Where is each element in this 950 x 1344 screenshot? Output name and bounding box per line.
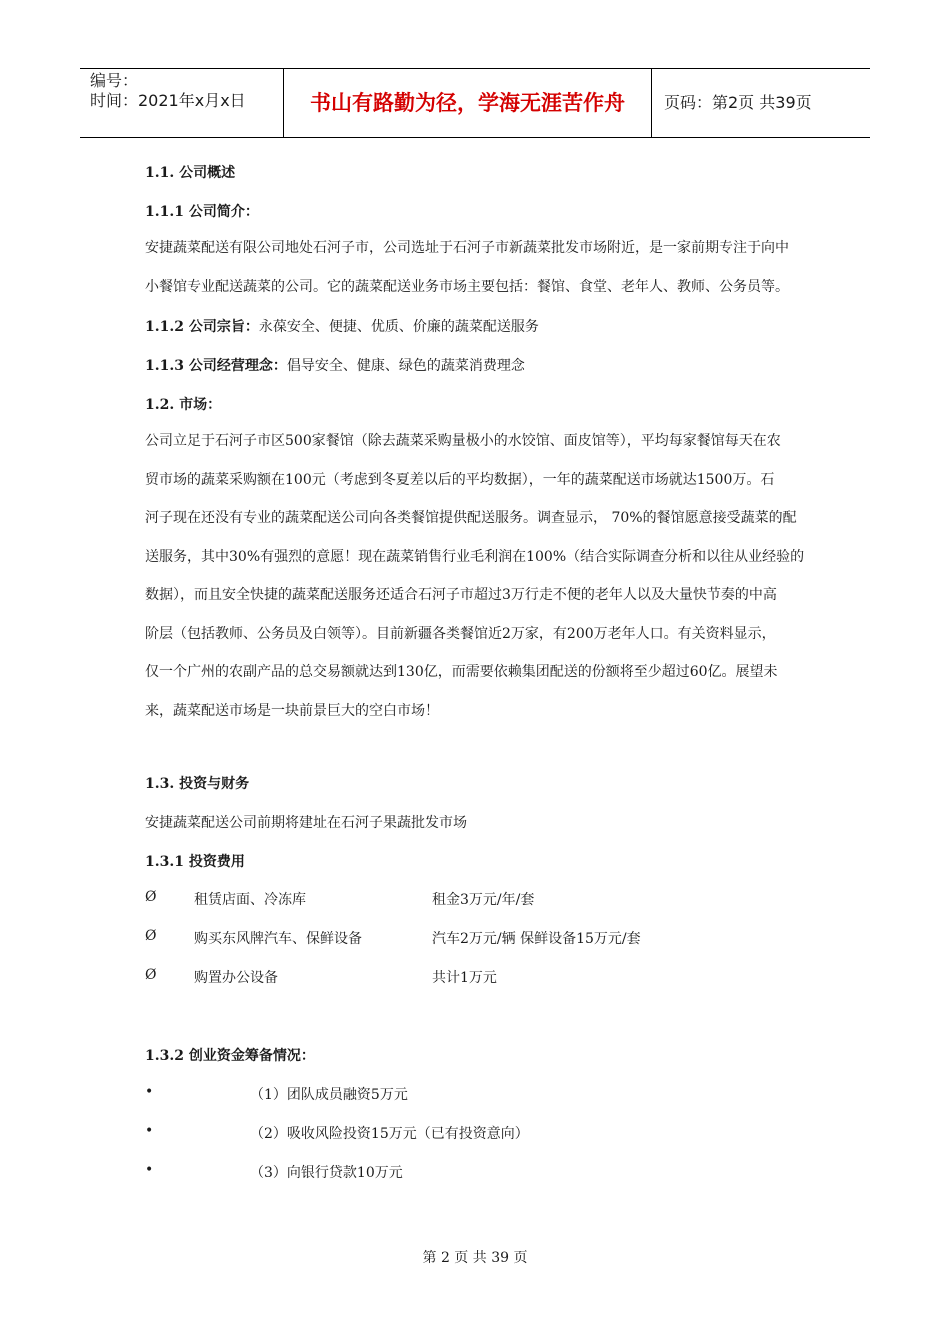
heading-1-3-1: 1.3.1 投资费用 (145, 854, 245, 870)
heading-1-3-2: 1.3.2 创业资金筹备情况： (145, 1048, 315, 1064)
market-line: 公司立足于石河子市区500家餐馆（除去蔬菜采购量极小的水饺馆、面皮馆等），平均每家餐馆每天在农 (145, 433, 781, 449)
investment-cost: 汽车2万元/辆 保鲜设备15万元/套 (432, 931, 641, 947)
header-motto: 书山有路勤为径，学海无涯苦作舟 (283, 69, 652, 137)
market-line: 河子现在还没有专业的蔬菜配送公司向各类餐馆提供配送服务。调查显示， 70%的餐馆愿意接受蔬菜的配 (145, 510, 797, 526)
heading-1-1: 1.1. 公司概述 (145, 165, 236, 181)
market-line: 贸市场的蔬菜采购额在100元（考虑到冬夏差以后的平均数据），一年的蔬菜配送市场就达1500万。石 (145, 471, 775, 488)
business-philosophy (145, 355, 525, 375)
market-paragraph (145, 422, 809, 730)
funding-text: （2）吸收风险投资15万元（已有投资意向） (250, 1126, 529, 1142)
intro-line: 安捷蔬菜配送有限公司地处石河子市，公司选址于石河子市新蔬菜批发市场附近，是一家前期专注于向中 (145, 240, 789, 256)
document-number-label: 编号： (90, 71, 139, 90)
list-marker: Ø (145, 967, 157, 983)
page-header (80, 68, 870, 138)
heading-1-1-2: 1.1.2 公司宗旨： (145, 319, 259, 335)
header-left-cell (80, 69, 283, 137)
page-footer: 第 2 页 共 39 页 (422, 1250, 528, 1266)
investment-item: 购买东风牌汽车、保鲜设备 (194, 931, 362, 947)
market-line: 阶层（包括教师、公务员及白领等）。目前新疆各类餐馆近2万家，有200万老年人口。有关资料显示， (145, 625, 776, 642)
company-purpose (145, 316, 539, 336)
business-philosophy-text: 倡导安全、健康、绿色的蔬菜消费理念 (286, 358, 525, 374)
investment-item: 购置办公设备 (194, 970, 278, 986)
funding-text: （3）向银行贷款10万元 (250, 1165, 403, 1181)
investment-cost: 租金3万元/年/套 (432, 892, 535, 908)
list-marker: Ø (145, 889, 157, 905)
market-line: 仅一个广州的农副产品的总交易额就达到130亿，而需要依赖集团配送的份额将至少超过60亿。展望未 (145, 664, 778, 680)
header-page-info: 页码：第2页 共39页 (664, 93, 812, 112)
market-line: 数据），而且安全快捷的蔬菜配送服务还适合石河子市超过3万行走不便的老年人以及大量快节奏的中高 (145, 587, 777, 603)
funding-text: （1）团队成员融资5万元 (250, 1087, 408, 1103)
investment-item: 租赁店面、冷冻库 (194, 892, 306, 908)
location-text: 安捷蔬菜配送公司前期将建址在石河子果蔬批发市场 (145, 815, 467, 831)
intro-line: 小餐馆专业配送蔬菜的公司。它的蔬菜配送业务市场主要包括：餐馆、食堂、老年人、教师、公务员等。 (145, 278, 789, 295)
heading-1-1-1: 1.1.1 公司简介： (145, 204, 259, 220)
market-line: 送服务，其中30%有强烈的意愿！现在蔬菜销售行业毛利润在100%（结合实际调查分析和以往从业经验的 (145, 548, 805, 565)
list-marker: Ø (145, 928, 157, 944)
heading-1-3: 1.3. 投资与财务 (145, 776, 250, 792)
heading-1-2: 1.2. 市场： (145, 397, 222, 413)
market-line: 来，蔬菜配送市场是一块前景巨大的空白市场！ (145, 702, 439, 719)
heading-1-1-3: 1.1.3 公司经营理念： (145, 358, 287, 374)
company-intro-paragraph (145, 229, 809, 306)
bullet-marker: • (145, 1084, 154, 1100)
bullet-marker: • (145, 1162, 154, 1178)
bullet-marker: • (145, 1123, 154, 1139)
company-purpose-text: 永葆安全、便捷、优质、价廉的蔬菜配送服务 (258, 319, 539, 335)
document-date-label: 时间：2021年x月x日 (90, 91, 246, 110)
investment-cost: 共计1万元 (432, 970, 497, 986)
